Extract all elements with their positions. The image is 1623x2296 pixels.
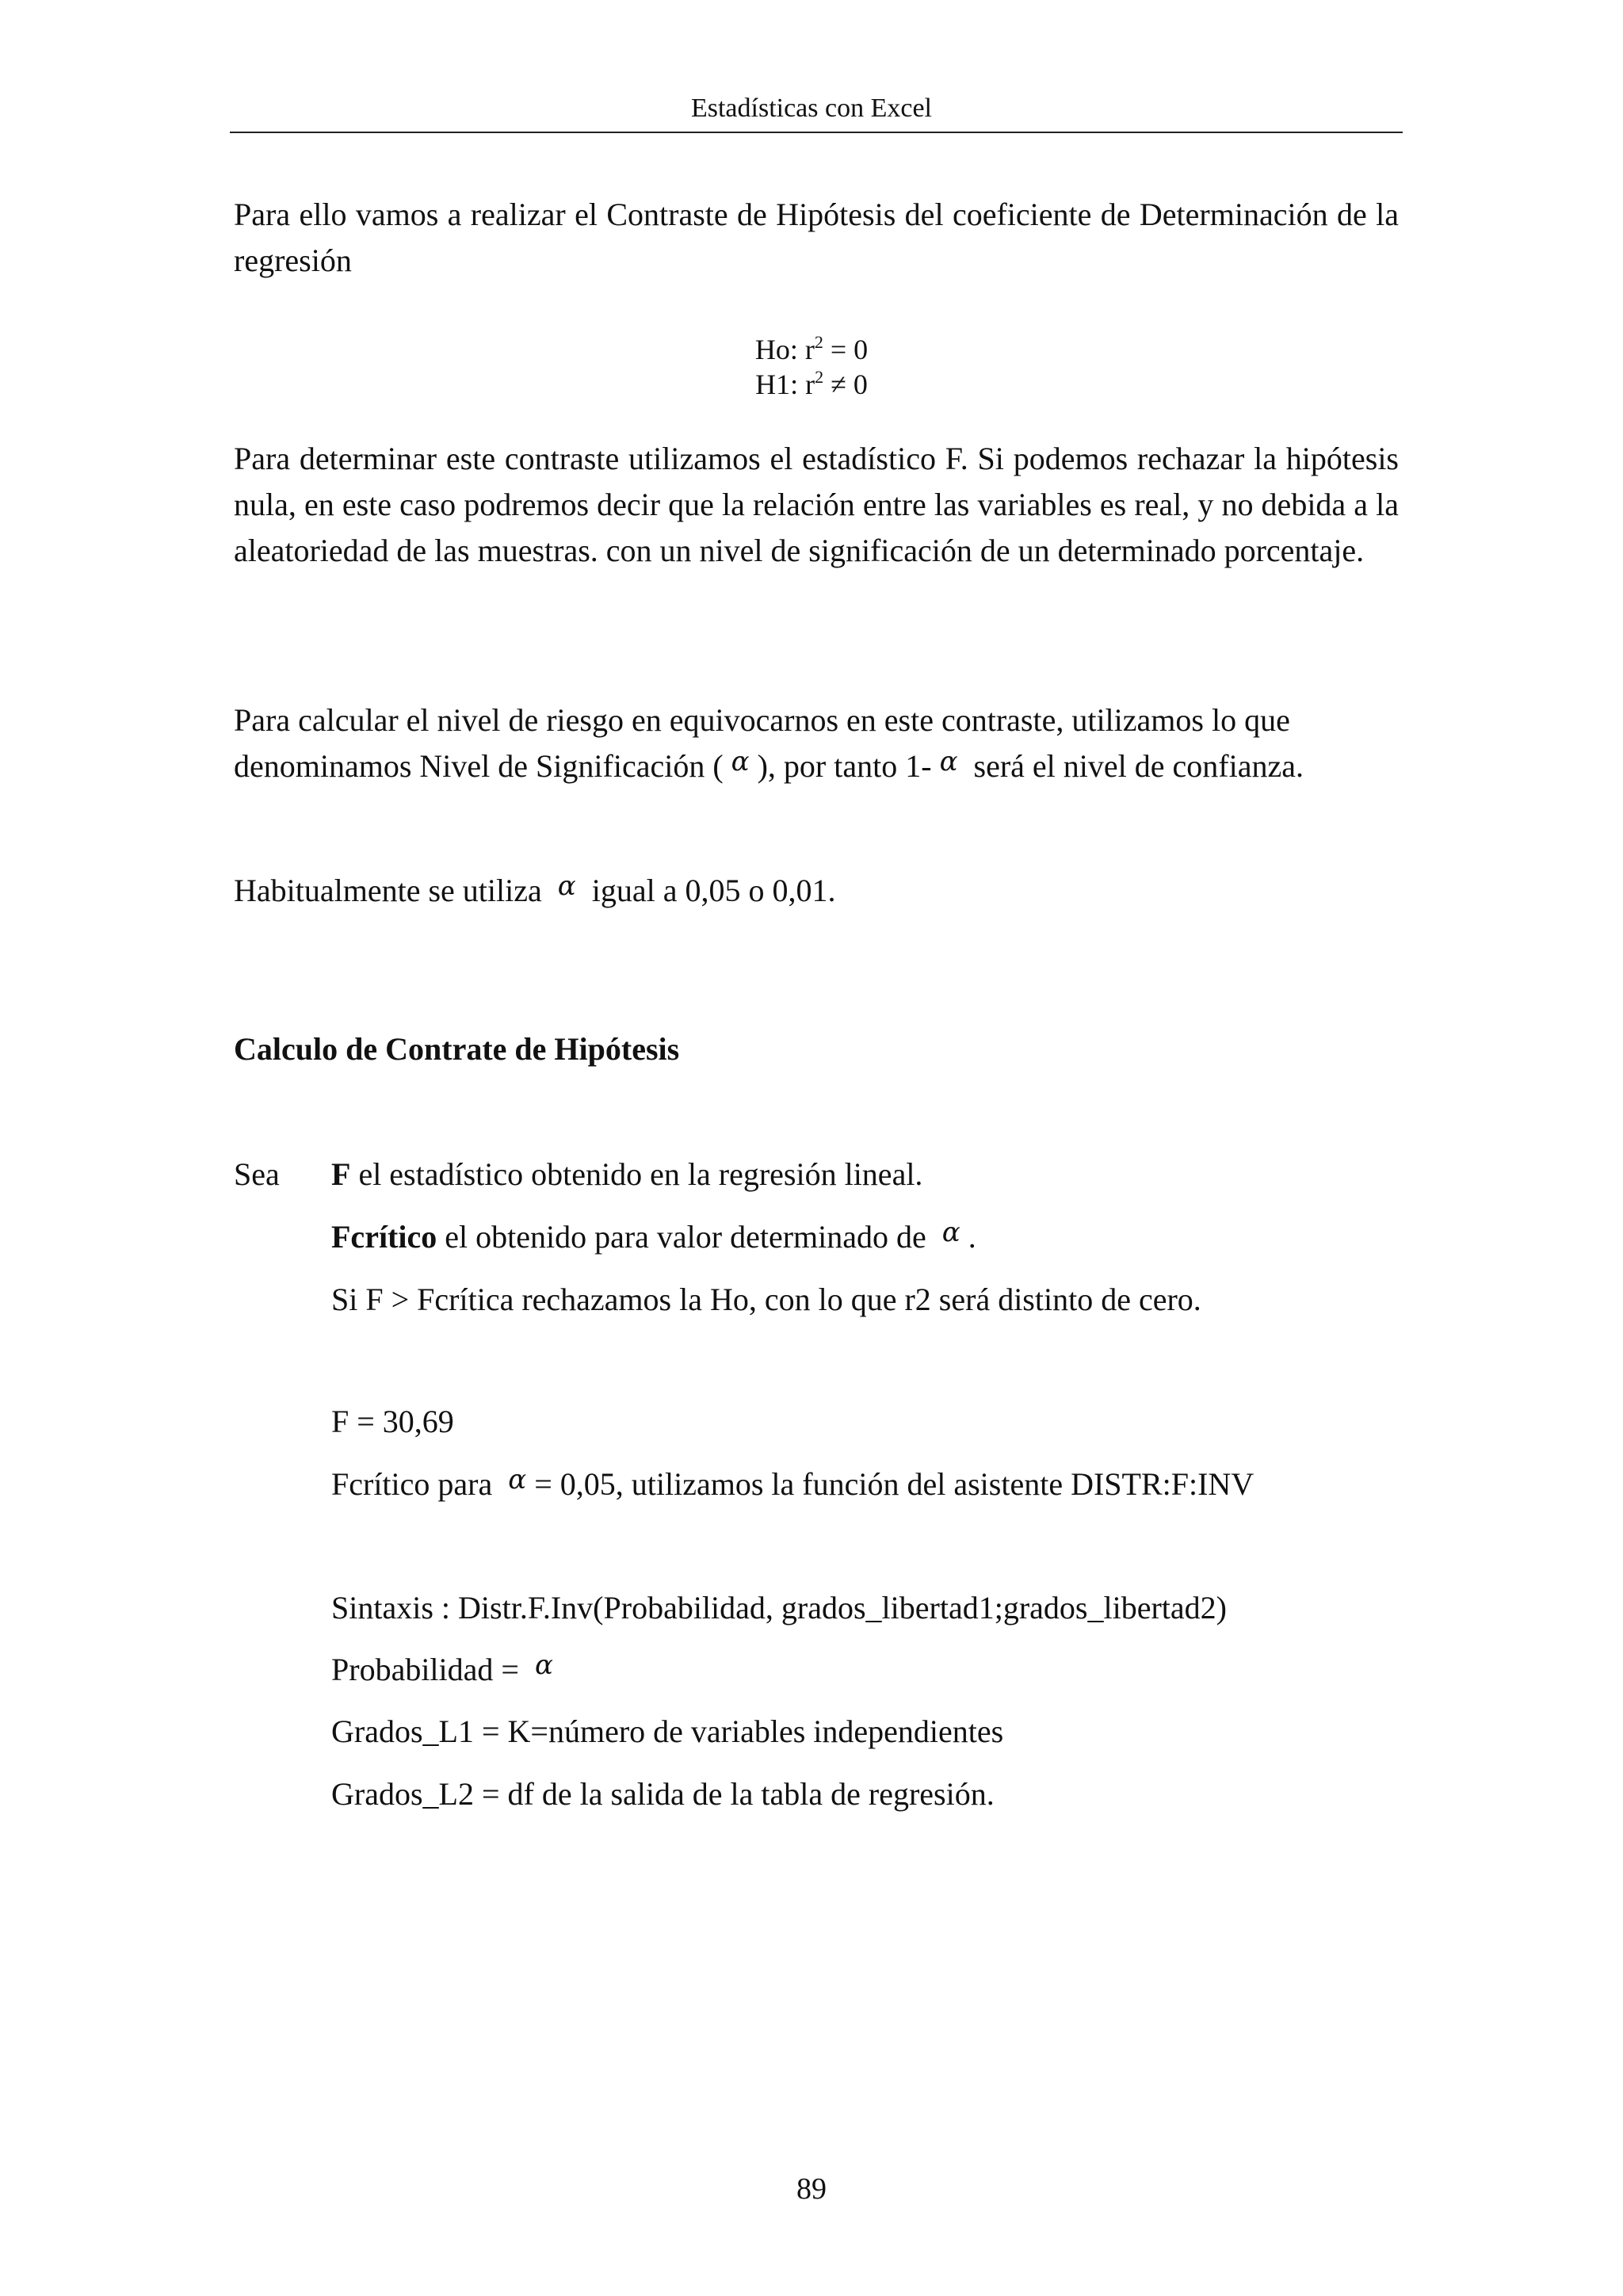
probabilidad-line	[331, 1651, 561, 1688]
text-segment: igual a 0,05 o 0,01.	[583, 873, 836, 908]
hypothesis-alt-prefix: H1: r	[755, 369, 815, 400]
definition-fcritico	[331, 1218, 976, 1255]
hypothesis-alt-suffix: ≠ 0	[823, 369, 868, 400]
significance-paragraph-line1: Para calcular el nivel de riesgo en equivocarnos en este contraste, utilizamos lo que	[234, 702, 1290, 738]
sea-label: Sea	[234, 1156, 280, 1192]
text-segment: Habitualmente se utiliza	[234, 873, 542, 908]
term-fcritico: Fcrítico	[331, 1219, 437, 1255]
hypothesis-alternative	[0, 368, 1623, 401]
text-segment: denominamos Nivel de Significación (	[234, 748, 724, 784]
alpha-symbol: α	[941, 1217, 960, 1248]
exponent: 2	[815, 367, 824, 387]
section-heading: Calculo de Contrate de Hipótesis	[234, 1031, 680, 1067]
decision-rule: Si F > Fcrítica rechazamos la Ho, con lo que r2 será distinto de cero.	[331, 1282, 1201, 1317]
f-statistic-paragraph: Para determinar este contraste utilizamos el estadístico F. Si podemos rechazar la hipótesis nula, en este caso podremos decir que la relación entre las variables es real, y no debida a la aleatoriedad de las muestras. con un nivel de significación de un determinado porcentaje.	[234, 441, 1399, 568]
alpha-symbol: α	[534, 1649, 553, 1681]
fcritico-line	[331, 1465, 1254, 1503]
alpha-usual-values	[234, 868, 1399, 915]
text-segment: Fcrítico para	[331, 1466, 493, 1502]
page-number: 89	[796, 2172, 827, 2206]
significance-paragraph-line2	[234, 743, 1399, 791]
alpha-symbol: α	[508, 1464, 527, 1496]
header-divider	[230, 132, 1403, 133]
text-segment: será el nivel de confianza.	[965, 748, 1304, 784]
syntax-line: Sintaxis : Distr.F.Inv(Probabilidad, grados_libertad1;grados_libertad2)	[331, 1590, 1227, 1626]
intro-paragraph: Para ello vamos a realizar el Contraste de Hipótesis del coeficiente de Determinación de la regresión	[234, 197, 1399, 278]
grados-l2-line: Grados_L2 = df de la salida de la tabla de regresión.	[331, 1776, 995, 1812]
running-header: Estadísticas con Excel	[690, 94, 932, 123]
grados-l1-line: Grados_L1 = K=número de variables independientes	[331, 1713, 1004, 1749]
text-segment: el obtenido para valor determinado de	[437, 1219, 926, 1255]
text-segment: .	[968, 1219, 976, 1255]
definition-f	[331, 1156, 922, 1193]
alpha-symbol: α	[557, 870, 576, 902]
alpha-symbol: α	[731, 746, 750, 777]
hypothesis-null-suffix: = 0	[823, 334, 869, 365]
exponent: 2	[814, 332, 823, 352]
f-value: F = 30,69	[331, 1404, 454, 1439]
alpha-symbol: α	[939, 746, 958, 777]
hypothesis-null	[0, 333, 1623, 366]
text-segment: = 0,05, utilizamos la función del asistente DISTR:F:INV	[534, 1466, 1254, 1502]
term-f: F	[331, 1156, 351, 1192]
text-segment: ), por tanto 1-	[757, 748, 932, 784]
text-segment: el estadístico obtenido en la regresión lineal.	[350, 1156, 923, 1192]
hypothesis-null-prefix: Ho: r	[754, 334, 815, 365]
text-segment: Probabilidad =	[331, 1652, 519, 1687]
